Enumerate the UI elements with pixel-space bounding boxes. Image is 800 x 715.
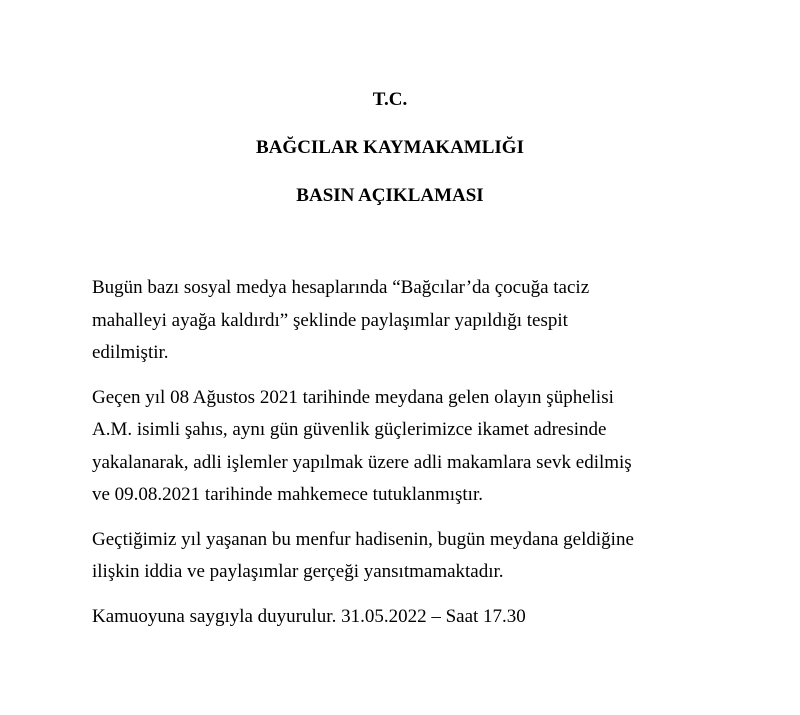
paragraph-line: ilişkin iddia ve paylaşımlar gerçeği yansıtmamaktadır.: [92, 561, 504, 582]
statement-body: [92, 272, 732, 645]
paragraph-line: Kamuoyuna saygıyla duyurulur. 31.05.2022 – Saat 17.30: [92, 605, 526, 627]
paragraph-line: yakalanarak, adli işlemler yapılmak üzere adli makamlara sevk edilmiş: [92, 451, 632, 473]
paragraph-line: Geçtiğimiz yıl yaşanan bu menfur hadisenin, bugün meydana geldiğine: [92, 528, 634, 550]
header-republic: T.C.: [372, 89, 408, 110]
paragraph-line: ve 09.08.2021 tarihinde mahkemece tutuklanmıştır.: [92, 484, 483, 505]
header-press-statement: BASIN AÇIKLAMASI: [296, 185, 484, 206]
paragraph-line: Bugün bazı sosyal medya hesaplarında “Bağcılar’da çocuğa taciz: [92, 277, 590, 298]
paragraph-line: A.M. isimli şahıs, aynı gün güvenlik güçlerimizce ikamet adresinde: [92, 419, 607, 440]
paragraph-incident-details: [92, 382, 732, 512]
paragraph-social-media-claim: [92, 272, 732, 370]
paragraph-line: mahalleyi ayağa kaldırdı” şeklinde paylaşımlar yapıldığı tespit: [92, 309, 568, 331]
paragraph-line: Geçen yıl 08 Ağustos 2021 tarihinde meydana gelen olayın şüphelisi: [92, 386, 614, 408]
paragraph-line: edilmiştir.: [92, 342, 169, 363]
paragraph-announcement-closing: [92, 601, 732, 634]
header-district-governorship: BAĞCILAR KAYMAKAMLIĞI: [256, 137, 524, 158]
paragraph-claim-denial: [92, 524, 732, 589]
